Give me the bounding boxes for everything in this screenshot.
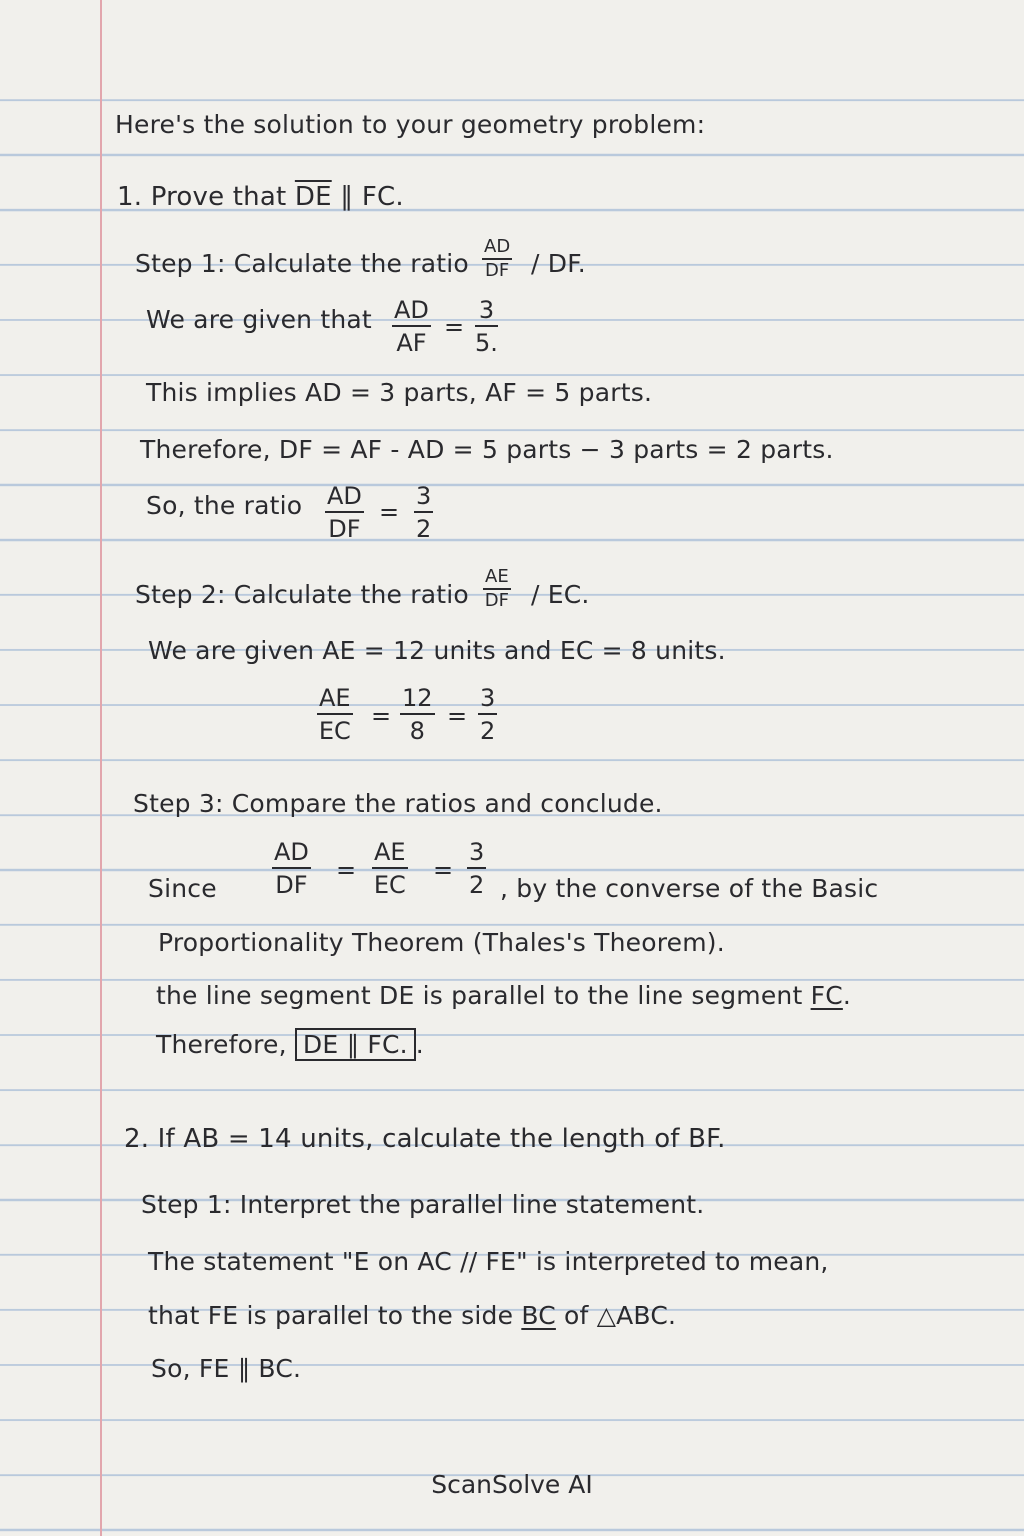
step2-heading: Step 2: Calculate the ratio: [135, 580, 469, 609]
step2-given: We are given AE = 12 units and EC = 8 units.: [148, 636, 726, 665]
step1-so-equals: =: [379, 498, 400, 526]
step2-equals-2: =: [447, 702, 468, 730]
problem2-line2: that FE is parallel to the side BC of △ABC.: [148, 1301, 677, 1330]
step2-fraction-12-8: $\frac{12}{8}$: [402, 684, 433, 745]
intro-line: Here's the solution to your geometry problem:: [115, 110, 706, 139]
step1-given-equals: =: [444, 313, 465, 341]
step1-so-ratio: $\frac{3}{2}$: [416, 482, 432, 543]
step3-since-tail: , by the converse of the Basic: [500, 874, 879, 903]
step1-heading: Step 1: Calculate the ratio: [135, 249, 469, 278]
step1-therefore: Therefore, DF = AF - AD = 5 parts − 3 parts = 2 parts.: [140, 435, 834, 464]
step3-fraction-ae-ec: $\frac{AE}{EC}$: [373, 838, 406, 899]
step3-fraction-ad-df: $\frac{AD}{DF}$: [274, 838, 309, 899]
step3-since: Since: [148, 874, 217, 903]
step1-so-text: So, the ratio: [146, 491, 303, 520]
step2-fraction-3-2: $\frac{3}{2}$: [480, 684, 496, 745]
problem2-line1: The statement "E on AC // FE" is interpreted to mean,: [148, 1247, 829, 1276]
footer-brand: ScanSolve AI: [431, 1470, 593, 1499]
step2-ratio-fraction: $\frac{AE}{DF}$: [484, 566, 509, 611]
step1-ratio-fraction: $\frac{AD}{DF}$: [484, 236, 511, 281]
step3-equals-2: =: [433, 856, 454, 884]
step3-equals-1: =: [336, 856, 357, 884]
problem1-heading: 1. Prove that $\overline{DE}$ ∥ FC.: [117, 182, 404, 212]
step1-so-fraction: $\frac{AD}{DF}$: [327, 482, 362, 543]
step1-given-ratio: $\frac{3}{5.}$: [475, 296, 498, 357]
problem2-step1-heading: Step 1: Interpret the parallel line statement.: [141, 1190, 705, 1219]
problem2-heading: 2. If AB = 14 units, calculate the length of BF.: [124, 1124, 726, 1154]
step3-conclusion: Therefore, DE ∥ FC. .: [156, 1030, 424, 1059]
step3-line3: the line segment DE is parallel to the line segment FC.: [156, 981, 852, 1010]
conclusion-box: DE ∥ FC.: [295, 1028, 416, 1061]
step2-equals-1: =: [371, 702, 392, 730]
step3-fraction-3-2: $\frac{3}{2}$: [469, 838, 485, 899]
step3-line2: Proportionality Theorem (Thales's Theorem).: [158, 928, 725, 957]
step1-implies: This implies AD = 3 parts, AF = 5 parts.: [146, 378, 653, 407]
step1-ratio-suffix: / DF.: [531, 249, 586, 278]
step1-given-text: We are given that: [146, 305, 372, 334]
margin-line: [100, 0, 102, 1536]
step1-given-fraction: $\frac{AD}{AF}$: [394, 296, 429, 357]
problem2-line3: So, FE ∥ BC.: [151, 1354, 302, 1383]
step2-ratio-suffix: / EC.: [531, 580, 590, 609]
step2-fraction-ae-ec: $\frac{AE}{EC}$: [318, 684, 351, 745]
step3-heading: Step 3: Compare the ratios and conclude.: [133, 789, 663, 818]
